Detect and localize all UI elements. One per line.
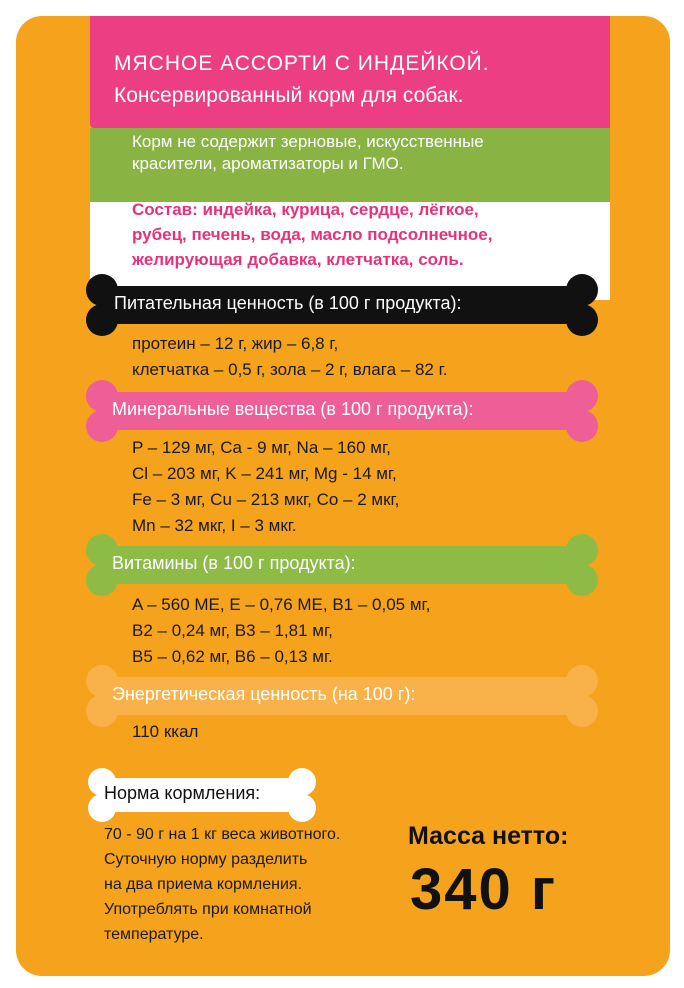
nutrition-line-1: протеин – 12 г, жир – 6,8 г, [132,334,339,353]
feeding-line-3: на два приема кормления. [104,876,303,893]
energy-value: 110 ккал [132,722,199,741]
net-weight-label: Масса нетто: [408,822,569,850]
energy-heading: Энергетическая ценность (на 100 г): [112,684,416,704]
composition-line-2: рубец, печень, вода, масло подсолнечное, [132,225,493,244]
composition-line-1: Состав: индейка, курица, сердце, лёгкое, [132,200,479,219]
feeding-line-5: температуре. [104,926,204,943]
minerals-heading: Минеральные вещества (в 100 г продукта): [112,399,474,419]
vitamins-line-3: B5 – 0,62 мг, B6 – 0,13 мг. [132,647,333,666]
feeding-line-1: 70 - 90 г на 1 кг веса животного. [104,826,341,843]
feeding-line-4: Употреблять при комнатной [104,901,312,918]
notice-line-1: Корм не содержит зерновые, искусственные [132,132,484,151]
nutrition-line-2: клетчатка – 0,5 г, зола – 2 г, влага – 82 г. [132,360,448,379]
vitamins-line-2: B2 – 0,24 мг, B3 – 1,81 мг, [132,621,333,640]
minerals-line-2: Cl – 203 мг, K – 241 мг, Mg - 14 мг, [132,464,397,483]
product-subtitle: Консервированный корм для собак. [114,84,464,107]
minerals-line-4: Mn – 32 мкг, I – 3 мкг. [132,516,297,535]
minerals-line-3: Fe – 3 мг, Cu – 213 мкг, Co – 2 мкг, [132,490,400,509]
feeding-heading: Норма кормления: [104,783,261,803]
notice-line-2: красители, ароматизаторы и ГМО. [132,154,404,173]
product-title: МЯСНОЕ АССОРТИ С ИНДЕЙКОЙ. [114,52,490,75]
nutrition-heading: Питательная ценность (в 100 г продукта): [114,293,462,313]
net-weight-value: 340 г [410,857,558,922]
vitamins-heading: Витамины (в 100 г продукта): [112,553,356,573]
composition-line-3: желирующая добавка, клетчатка, соль. [132,250,464,269]
vitamins-line-1: A – 560 МЕ, E – 0,76 МЕ, B1 – 0,05 мг, [132,595,431,614]
minerals-line-1: P – 129 мг, Ca - 9 мг, Na – 160 мг, [132,438,391,457]
feeding-line-2: Суточную норму разделить [104,851,308,868]
